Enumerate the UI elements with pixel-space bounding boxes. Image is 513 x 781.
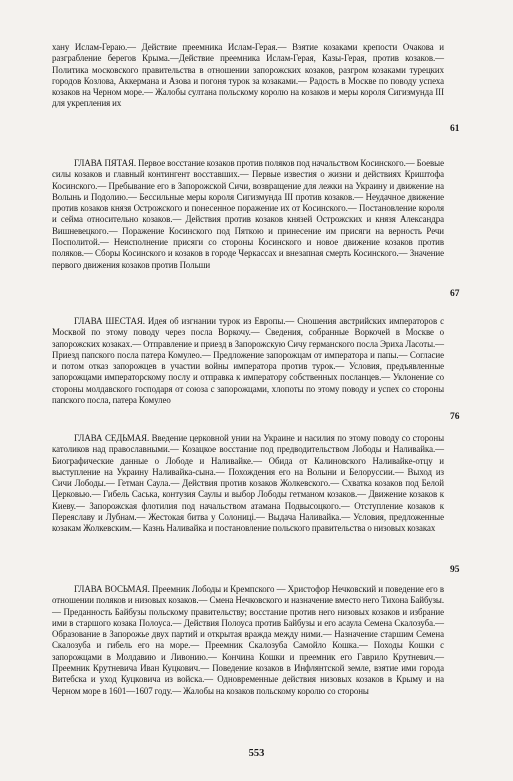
toc-entry-chapter-6	[52, 316, 444, 406]
toc-entry-text: хану Ислам-Гераю.— Действие преемника Ислам-Герая.— Взятие козаками крепости Очакова и разграбление берегов Крыма.—Действие преемника Ислам-Герая, Казы-Герая, против козаков.— Политика московского правительства в отношении запорожских козаков, разгром козаками турецких городов Козлова, Аккермана и Азова и погоня турок за козаками.— Радость в Москве по поводу успеха козаков на Черном море.— Жалобы султана польскому королю на козаков и меры короля Сигизмунда III для укрепления их	[52, 42, 444, 109]
toc-entry-text: ГЛАВА ШЕСТАЯ. Идея об изгнании турок из Европы.— Сношения австрийских императоров с Москвой по этому поводу через посла Воркочу.— Сведения, собранные Воркочей в Москве о запорожских козаках.— Отправление и приезд в Запорожскую Сичу германского посла Эриха Ласоты.— Приезд папского посла патера Комулео.— Предложение запорожцам от императора и папы.— Согласие и потом отказ запорожцев в участии войны императора против турок.— Условия, предъявленные запорожцами императорскому послу и отправка к императору собственных посланцев.— Уклонение со стороны молдавского господаря от союза с запорожцами, хлопоты по этому поводу и успех со стороны папского посла, патера Комулео	[52, 316, 444, 406]
toc-entry-chapter-4-continued	[52, 42, 444, 110]
toc-entry-chapter-5	[52, 158, 444, 271]
toc-entry-chapter-7	[52, 433, 444, 535]
toc-page-number: 76	[450, 412, 460, 422]
toc-page-number: 61	[450, 124, 460, 134]
toc-page-number: 95	[450, 565, 460, 575]
toc-page-number: 67	[450, 289, 460, 299]
toc-entry-text: ГЛАВА СЕДЬМАЯ. Введение церковной унии на Украине и насилия по этому поводу со стороны католиков над православными.— Козацкое восстание под предводительством Лободы и Наливайка.— Биографические данные о Лободе и Наливайке.— Обида от Калиновского Наливайке-отцу и выступление на Украину Наливайка-сына.— Похождения его на Волыни и Белоруссии.— Выход из Сичи Лободы.— Гетман Саула.— Действия против козаков Жолкевского.— Схватка козаков под Белой Церковью.— Гибель Саська, контузия Саулы и выбор Лободы гетманом козаков.— Движение козаков к Киеву.— Запорожская флотилия под начальством атамана Подвысоцкого.— Отступление козаков к Переяславу и Лубнам.— Жестокая битва у Солониці.— Выдача Наливайка.— Условия, предложенные козакам Жолкевским.— Казнь Наливайка и постановление польского правительства о низовых козаках	[52, 433, 444, 534]
toc-entry-text: ГЛАВА ВОСЬМАЯ. Преемник Лободы и Кремпского — Христофор Нечковский и поведение его в отношении поляков и низовых козаков.— Смена Нечковского и назначение вместо него Тихона Байбузы.— Преданность Байбузы польскому правительству; восстание против него низовых козаков и избрание ими в старшого козака Полоуса.— Действия Полоуса против Байбузы и его асаула Семена Скалозуба.— Образование в Запорожье двух партий и открытая вражда между ними.— Назначение старшим Семена Скалозуба и гибель его на море.— Преемник Скалозуба Самойло Кошка.— Походы Кошки с запорожцами в Молдавию и Ливонию.— Кончина Кошки и преемник его Гаврило Крутневич.— Преемник Крутневича Иван Куцкович.— Поведение козаков в Инфлянтской земле, взятие ими города Витебска и уход Куцковича из войска.— Одновременные действия низовых козаков в Крыму и на Черном море в 1601—1607 году.— Жалобы на козаков польскому королю со стороны	[52, 584, 444, 696]
page-number-footer: 553	[248, 748, 265, 759]
toc-entry-text: ГЛАВА ПЯТАЯ. Первое восстание козаков против поляков под начальством Косинского.— Боевые силы козаков и главный контингент восставших.— Первые известия о жизни и действиях Криштофа Косинского.— Пребывание его в Запорожской Сичи, возвращение для лежки на Украину и движение на Волынь и Подолию.— Бессильные меры короля Сигизмунда III против козаков.— Неудачное движение против козаков князя Острожского и понесенное поражение их от Косинского.— Постановление короля и сейма относительно козаков.— Действия против козаков князей Острожских и князя Александра Вишневецкого.— Поражение Косинского под Пяткою и принесение им присяги на верность Речи Посполитой.— Неисполнение присяги со стороны Косинского и новое движение козаков против поляков.— Сборы Косинского и козаков в городе Черкассах и внезапная смерть Косинского.— Значение первого движения козаков против Польши	[52, 158, 444, 270]
toc-entry-chapter-8	[52, 584, 444, 697]
